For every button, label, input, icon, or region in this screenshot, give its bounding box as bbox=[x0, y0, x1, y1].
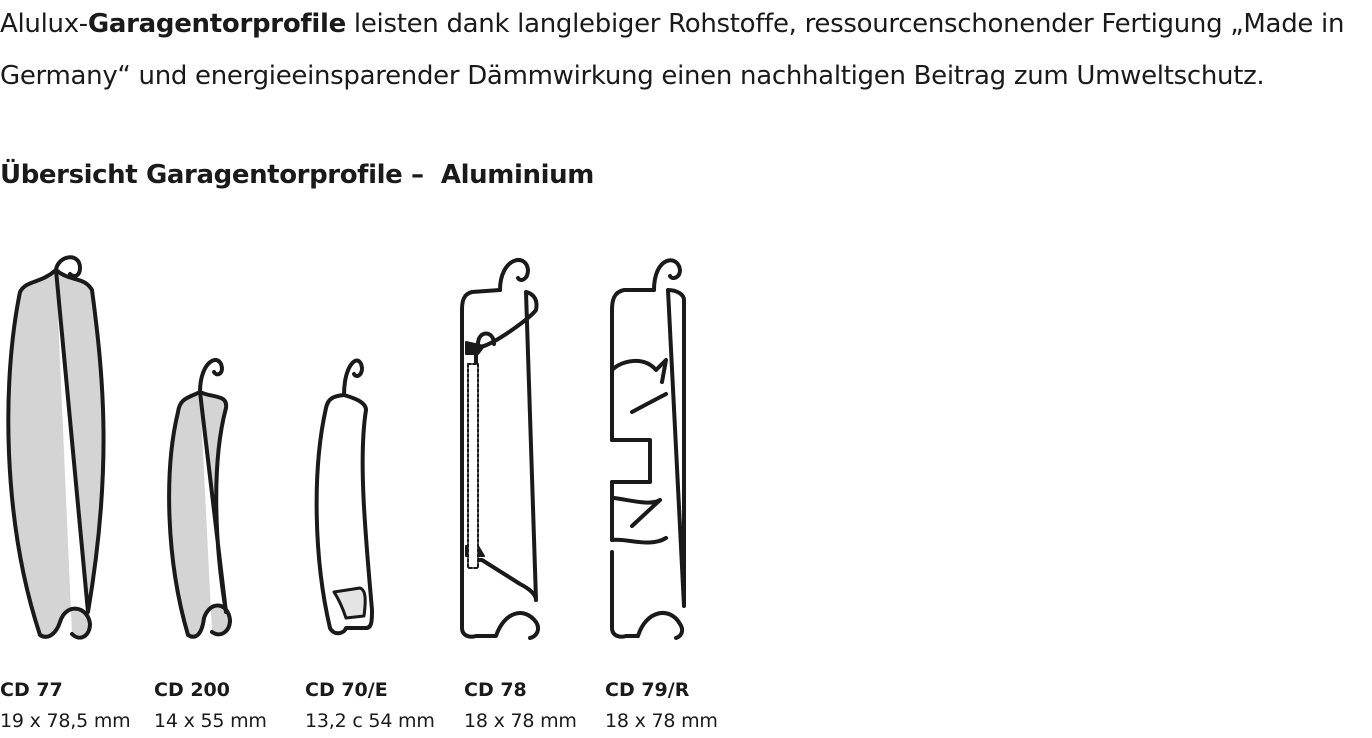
profile-name: CD 200 bbox=[154, 679, 230, 701]
profile-name: CD 70/E bbox=[305, 679, 388, 701]
profile-dimensions: 14 x 55 mm bbox=[154, 710, 267, 732]
profile-cd77-drawing bbox=[8, 257, 103, 637]
profile-cd78-drawing bbox=[462, 260, 538, 638]
profile-cd70e-drawing bbox=[317, 361, 372, 634]
intro-bold-term: Garagentorprofile bbox=[87, 9, 346, 39]
intro-paragraph bbox=[0, 0, 1372, 102]
profile-dimensions: 18 x 78 mm bbox=[605, 710, 718, 732]
profile-cd79r-drawing bbox=[612, 260, 684, 638]
cd77-body bbox=[8, 270, 103, 638]
profile-label-cd77 bbox=[0, 676, 130, 738]
profile-label-cd70e bbox=[305, 676, 435, 738]
profile-dimensions: 13,2 c 54 mm bbox=[305, 710, 435, 732]
intro-line-1: Alulux-Garagentorprofile leisten dank langlebiger Rohstoffe, ressourcenschonender Fertigung „Made in bbox=[0, 9, 1345, 39]
cd79r-body bbox=[612, 290, 684, 638]
cd200-body bbox=[169, 392, 230, 637]
profile-name: CD 79/R bbox=[605, 679, 690, 701]
profile-label-cd78 bbox=[464, 676, 577, 738]
profile-name: CD 78 bbox=[464, 679, 527, 701]
profile-cd200-drawing bbox=[169, 360, 230, 637]
section-heading: Übersicht Garagentorprofile – Aluminium bbox=[0, 160, 594, 190]
intro-line-2: Germany“ und energieeinsparender Dämmwirkung einen nachhaltigen Beitrag zum Umweltschutz. bbox=[0, 61, 1265, 91]
profile-dimensions: 19 x 78,5 mm bbox=[0, 710, 131, 732]
profile-label-cd200 bbox=[154, 676, 267, 738]
profiles-illustration bbox=[0, 240, 760, 660]
profile-name: CD 77 bbox=[0, 679, 63, 701]
profile-dimensions: 18 x 78 mm bbox=[464, 710, 577, 732]
profile-label-cd79r bbox=[605, 676, 718, 738]
